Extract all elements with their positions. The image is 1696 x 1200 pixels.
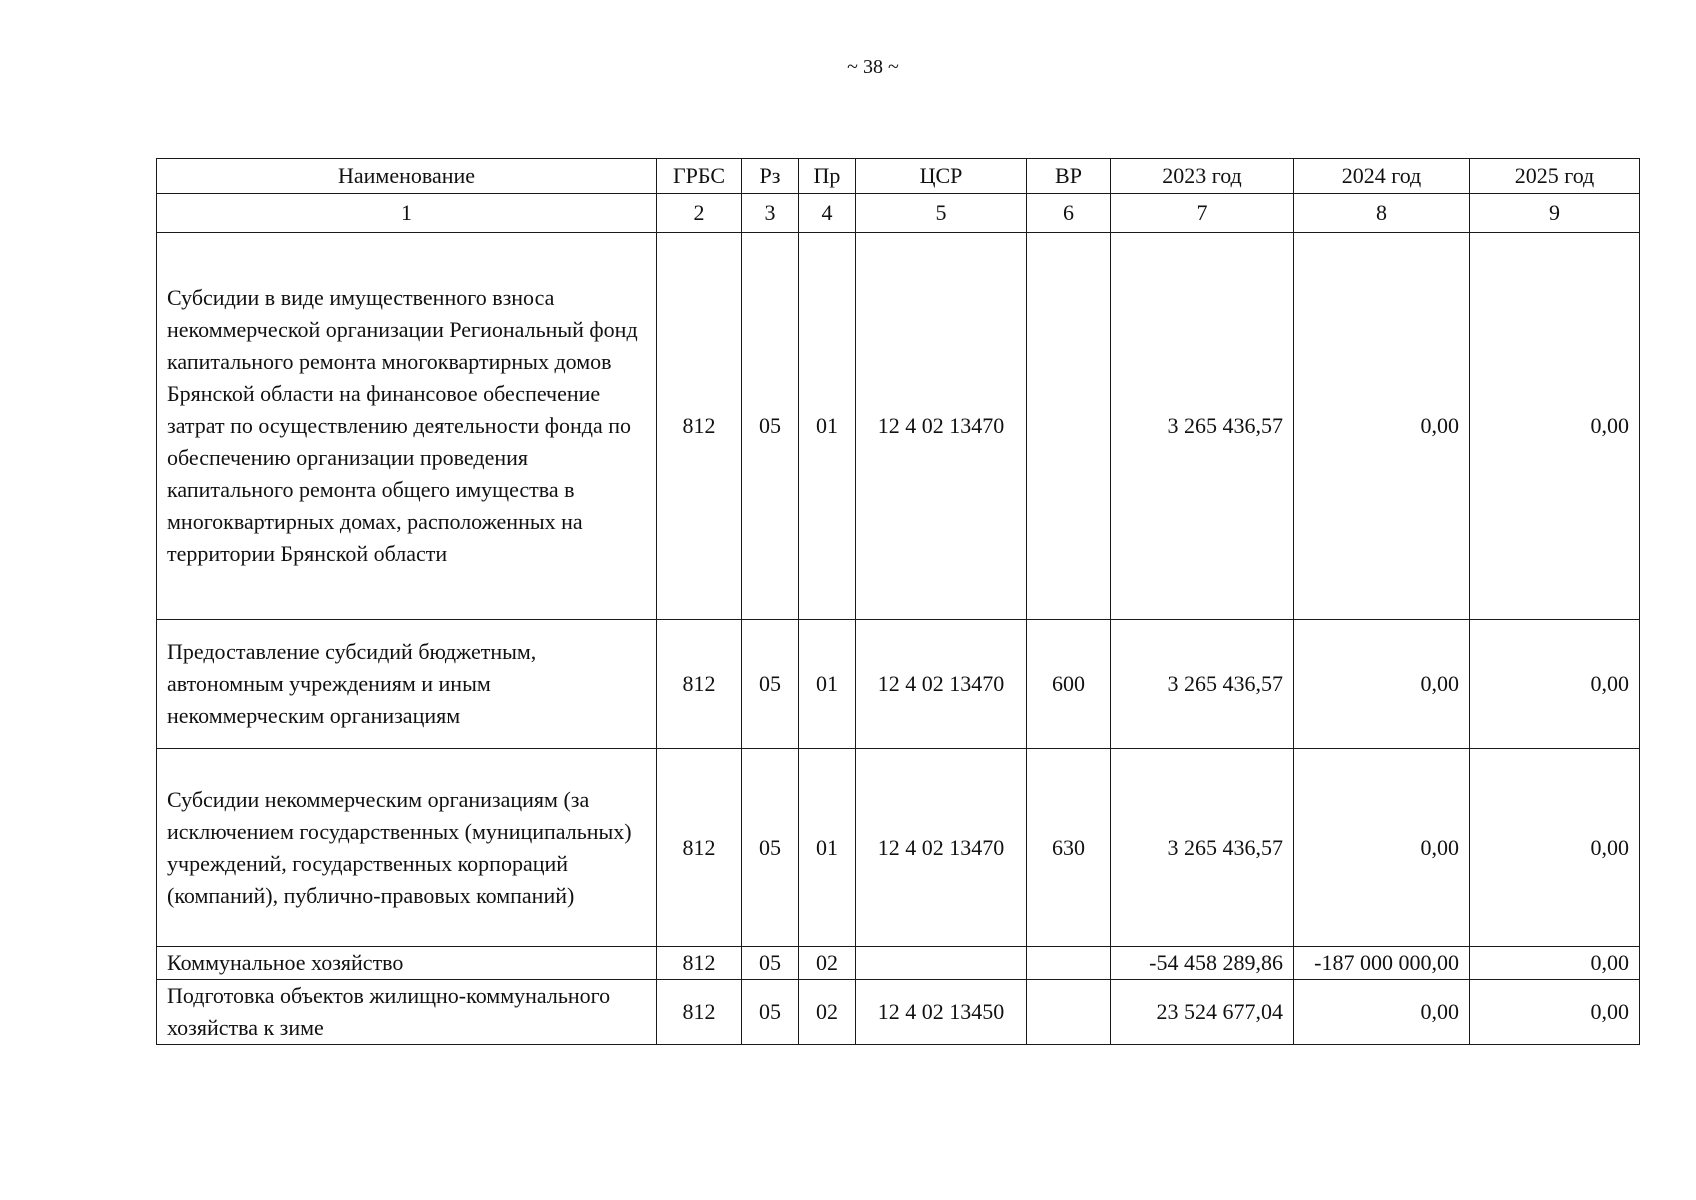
column-number: 6 (1027, 194, 1111, 233)
header-2024: 2024 год (1294, 159, 1470, 194)
page-number: ~ 38 ~ (847, 56, 899, 78)
table-row (157, 620, 1640, 749)
cell-pr: 02 (799, 947, 856, 980)
cell-name: Предоставление субсидий бюджетным, автономным учреждениям и иным некоммерческим организациям (157, 620, 657, 749)
column-number: 2 (657, 194, 742, 233)
cell-2025: 0,00 (1470, 947, 1640, 980)
cell-name: Подготовка объектов жилищно-коммунального хозяйства к зиме (157, 980, 657, 1045)
cell-grbs: 812 (657, 620, 742, 749)
cell-2025: 0,00 (1470, 233, 1640, 620)
cell-vr (1027, 947, 1111, 980)
header-pr: Пр (799, 159, 856, 194)
cell-vr (1027, 980, 1111, 1045)
header-2025: 2025 год (1470, 159, 1640, 194)
header-rz: Рз (742, 159, 799, 194)
header-row (157, 159, 1640, 194)
cell-grbs: 812 (657, 749, 742, 947)
cell-rz: 05 (742, 980, 799, 1045)
cell-2024: 0,00 (1294, 749, 1470, 947)
column-number-row (157, 194, 1640, 233)
column-number: 8 (1294, 194, 1470, 233)
column-number: 3 (742, 194, 799, 233)
table-row (157, 947, 1640, 980)
cell-2025: 0,00 (1470, 620, 1640, 749)
cell-grbs: 812 (657, 233, 742, 620)
cell-csr (856, 947, 1027, 980)
column-number: 7 (1111, 194, 1294, 233)
cell-csr: 12 4 02 13450 (856, 980, 1027, 1045)
cell-csr: 12 4 02 13470 (856, 749, 1027, 947)
column-number: 9 (1470, 194, 1640, 233)
cell-vr: 630 (1027, 749, 1111, 947)
cell-grbs: 812 (657, 980, 742, 1045)
cell-2025: 0,00 (1470, 980, 1640, 1045)
cell-2023: 23 524 677,04 (1111, 980, 1294, 1045)
cell-2023: 3 265 436,57 (1111, 620, 1294, 749)
cell-2024: 0,00 (1294, 620, 1470, 749)
cell-2023: -54 458 289,86 (1111, 947, 1294, 980)
cell-rz: 05 (742, 620, 799, 749)
cell-pr: 01 (799, 620, 856, 749)
cell-2023: 3 265 436,57 (1111, 749, 1294, 947)
cell-pr: 02 (799, 980, 856, 1045)
cell-2024: 0,00 (1294, 980, 1470, 1045)
cell-vr (1027, 233, 1111, 620)
column-number: 4 (799, 194, 856, 233)
budget-table (156, 158, 1640, 1045)
column-number: 5 (856, 194, 1027, 233)
cell-name: Коммунальное хозяйство (157, 947, 657, 980)
header-vr: ВР (1027, 159, 1111, 194)
cell-pr: 01 (799, 749, 856, 947)
table-row (157, 233, 1640, 620)
table-row (157, 980, 1640, 1045)
cell-name: Субсидии некоммерческим организациям (за исключением государственных (муниципальных) учреждений, государственных корпораций (компаний), публично-правовых компаний) (157, 749, 657, 947)
cell-csr: 12 4 02 13470 (856, 233, 1027, 620)
cell-grbs: 812 (657, 947, 742, 980)
header-name: Наименование (157, 159, 657, 194)
cell-pr: 01 (799, 233, 856, 620)
cell-vr: 600 (1027, 620, 1111, 749)
cell-rz: 05 (742, 947, 799, 980)
table-row (157, 749, 1640, 947)
cell-2023: 3 265 436,57 (1111, 233, 1294, 620)
header-2023: 2023 год (1111, 159, 1294, 194)
cell-rz: 05 (742, 233, 799, 620)
cell-rz: 05 (742, 749, 799, 947)
cell-2025: 0,00 (1470, 749, 1640, 947)
cell-name: Субсидии в виде имущественного взноса некоммерческой организации Региональный фонд капитального ремонта многоквартирных домов Брянской области на финансовое обеспечение затрат по осуществлению деятельности фонда по обеспечению организации проведения капитального ремонта общего имущества в многоквартирных домах, расположенных на территории Брянской области (157, 233, 657, 620)
cell-2024: 0,00 (1294, 233, 1470, 620)
cell-2024: -187 000 000,00 (1294, 947, 1470, 980)
cell-csr: 12 4 02 13470 (856, 620, 1027, 749)
column-number: 1 (157, 194, 657, 233)
header-csr: ЦСР (856, 159, 1027, 194)
header-grbs: ГРБС (657, 159, 742, 194)
